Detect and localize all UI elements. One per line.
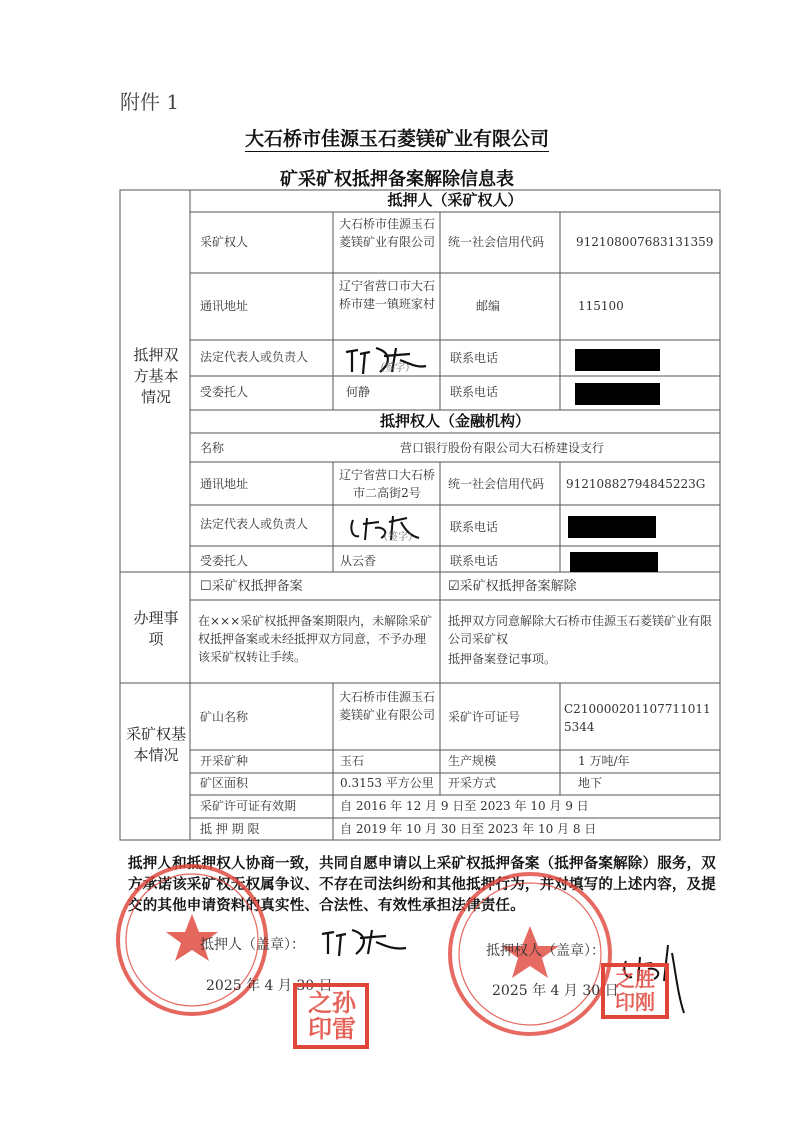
mortgagee-credit-label: 统一社会信用代码 [448, 477, 545, 491]
company-title: 大石桥市佳源玉石菱镁矿业有限公司 [244, 128, 549, 150]
mine-name-value: 大石桥市佳源玉石菱镁矿业有限公司 [338, 690, 435, 722]
mortgagor-credit-label: 统一社会信用代码 [448, 235, 545, 249]
scale-value: 1 万吨/年 [578, 754, 630, 768]
sign-left-label: 抵押人（盖章）： [200, 937, 305, 953]
mineral-value: 玉石 [340, 754, 365, 768]
sign-left-handwriting [316, 924, 416, 958]
mortgagor-agent-phone-redacted [575, 383, 660, 405]
period-label: 抵 押 期 限 [200, 822, 260, 836]
license-label: 采矿许可证号 [448, 710, 521, 724]
area-value: 0.3153 平方公里 [340, 776, 434, 790]
date-left: 2025 年 4 月 30 日 [206, 978, 333, 994]
option-mortgage-filing: ☐采矿权抵押备案 [200, 579, 303, 594]
personal-seal-left-text: 之孙印雷 [308, 988, 356, 1043]
section-label-parties: 抵押双方基本情况 [133, 346, 179, 406]
mortgagee-phone-label: 联系电话 [450, 520, 499, 534]
sign-right-label: 抵押权人（盖章）： [486, 943, 605, 959]
attachment-label: 附件 1 [120, 90, 180, 114]
mortgagor-name-value: 大石桥市佳源玉石菱镁矿业有限公司 [338, 217, 435, 249]
mortgagor-credit-value: 912108007683131359 [576, 235, 714, 249]
mortgagee-legal-label: 法定代表人或负责人 [200, 517, 309, 531]
area-label: 矿区面积 [200, 776, 249, 790]
mortgagor-postcode-value: 115100 [578, 299, 624, 313]
mortgagee-credit-value: 91210882794845223G [566, 477, 706, 491]
declaration-text: 抵押人和抵押权人协商一致，共同自愿申请以上采矿权抵押备案（抵押备案解除）服务，双方承诺该采矿权无权属争议、不存在司法纠纷和其他抵押行为，并对填写的上述内容，及提交的其他申请资料的真实性、合法性、有效性承担法律责任。 [128, 855, 716, 914]
mine-name-label: 矿山名称 [200, 710, 249, 724]
mortgagee-address-label: 通讯地址 [200, 477, 249, 491]
mortgagor-agent-label: 受委托人 [200, 385, 249, 399]
mortgagee-phone-redacted [568, 516, 656, 538]
license-value: C2100002011077110115344 [564, 702, 711, 734]
mortgagee-agent-value: 从云香 [340, 554, 377, 568]
mortgagor-header: 抵押人（采矿权人） [387, 191, 523, 209]
mortgagor-postcode-label: 邮编 [476, 299, 501, 313]
mortgagor-agent-value: 何静 [346, 385, 371, 399]
matters-text-release-2: 抵押备案登记事项。 [448, 652, 557, 666]
mortgagee-agent-phone-redacted [570, 552, 658, 572]
mortgagee-header: 抵押权人（金融机构） [379, 412, 530, 430]
matters-text-filing: 在×××采矿权抵押备案期限内，未解除采矿权抵押备案或未经抵押双方同意，不予办理该采矿权转让手续。 [198, 614, 433, 664]
validity-label: 采矿许可证有效期 [200, 799, 297, 813]
section-label-mining-right: 采矿权基本情况 [126, 725, 187, 764]
mortgagee-address-value: 辽宁省营口大石桥市二高街2号 [338, 468, 435, 500]
mortgagee-name-label: 名称 [200, 441, 225, 455]
mortgagor-legal-label: 法定代表人或负责人 [200, 350, 309, 364]
method-value: 地下 [578, 776, 603, 790]
matters-text-release: 抵押双方同意解除大石桥市佳源玉石菱镁矿业有限公司采矿权 [448, 614, 713, 646]
section-label-matters: 办理事项 [133, 609, 179, 648]
mineral-label: 开采矿种 [200, 754, 249, 768]
mortgagor-phone-label: 联系电话 [450, 351, 499, 365]
scale-label: 生产规模 [448, 754, 497, 768]
mortgagee-sign-note: （签字） [378, 532, 418, 543]
mortgagor-phone-redacted [575, 349, 660, 371]
mortgagor-name-label: 采矿权人 [200, 235, 249, 249]
mortgagee-name-value: 营口银行股份有限公司大石桥建设支行 [400, 441, 605, 455]
form-title: 矿采矿权抵押备案解除信息表 [280, 169, 514, 190]
mortgagee-agent-label: 受委托人 [200, 554, 249, 568]
mortgagor-address-label: 通讯地址 [200, 299, 249, 313]
validity-value: 自 2016 年 12 月 9 日至 2023 年 10 月 9 日 [340, 799, 589, 813]
mortgagor-agent-phone-label: 联系电话 [450, 385, 499, 399]
personal-seal-right-text: 之胜印刚 [615, 967, 655, 1014]
method-label: 开采方式 [448, 776, 497, 790]
date-right: 2025 年 4 月 30 日 [492, 983, 619, 999]
option-mortgage-release: ☑采矿权抵押备案解除 [448, 579, 577, 594]
mortgagor-address-value: 辽宁省营口市大石桥市建一镇班家村 [338, 279, 435, 311]
period-value: 自 2019 年 10 月 30 日至 2023 年 10 月 8 日 [340, 822, 597, 836]
mortgagor-sign-note: （签字） [375, 363, 415, 374]
mortgagee-agent-phone-label: 联系电话 [450, 554, 499, 568]
